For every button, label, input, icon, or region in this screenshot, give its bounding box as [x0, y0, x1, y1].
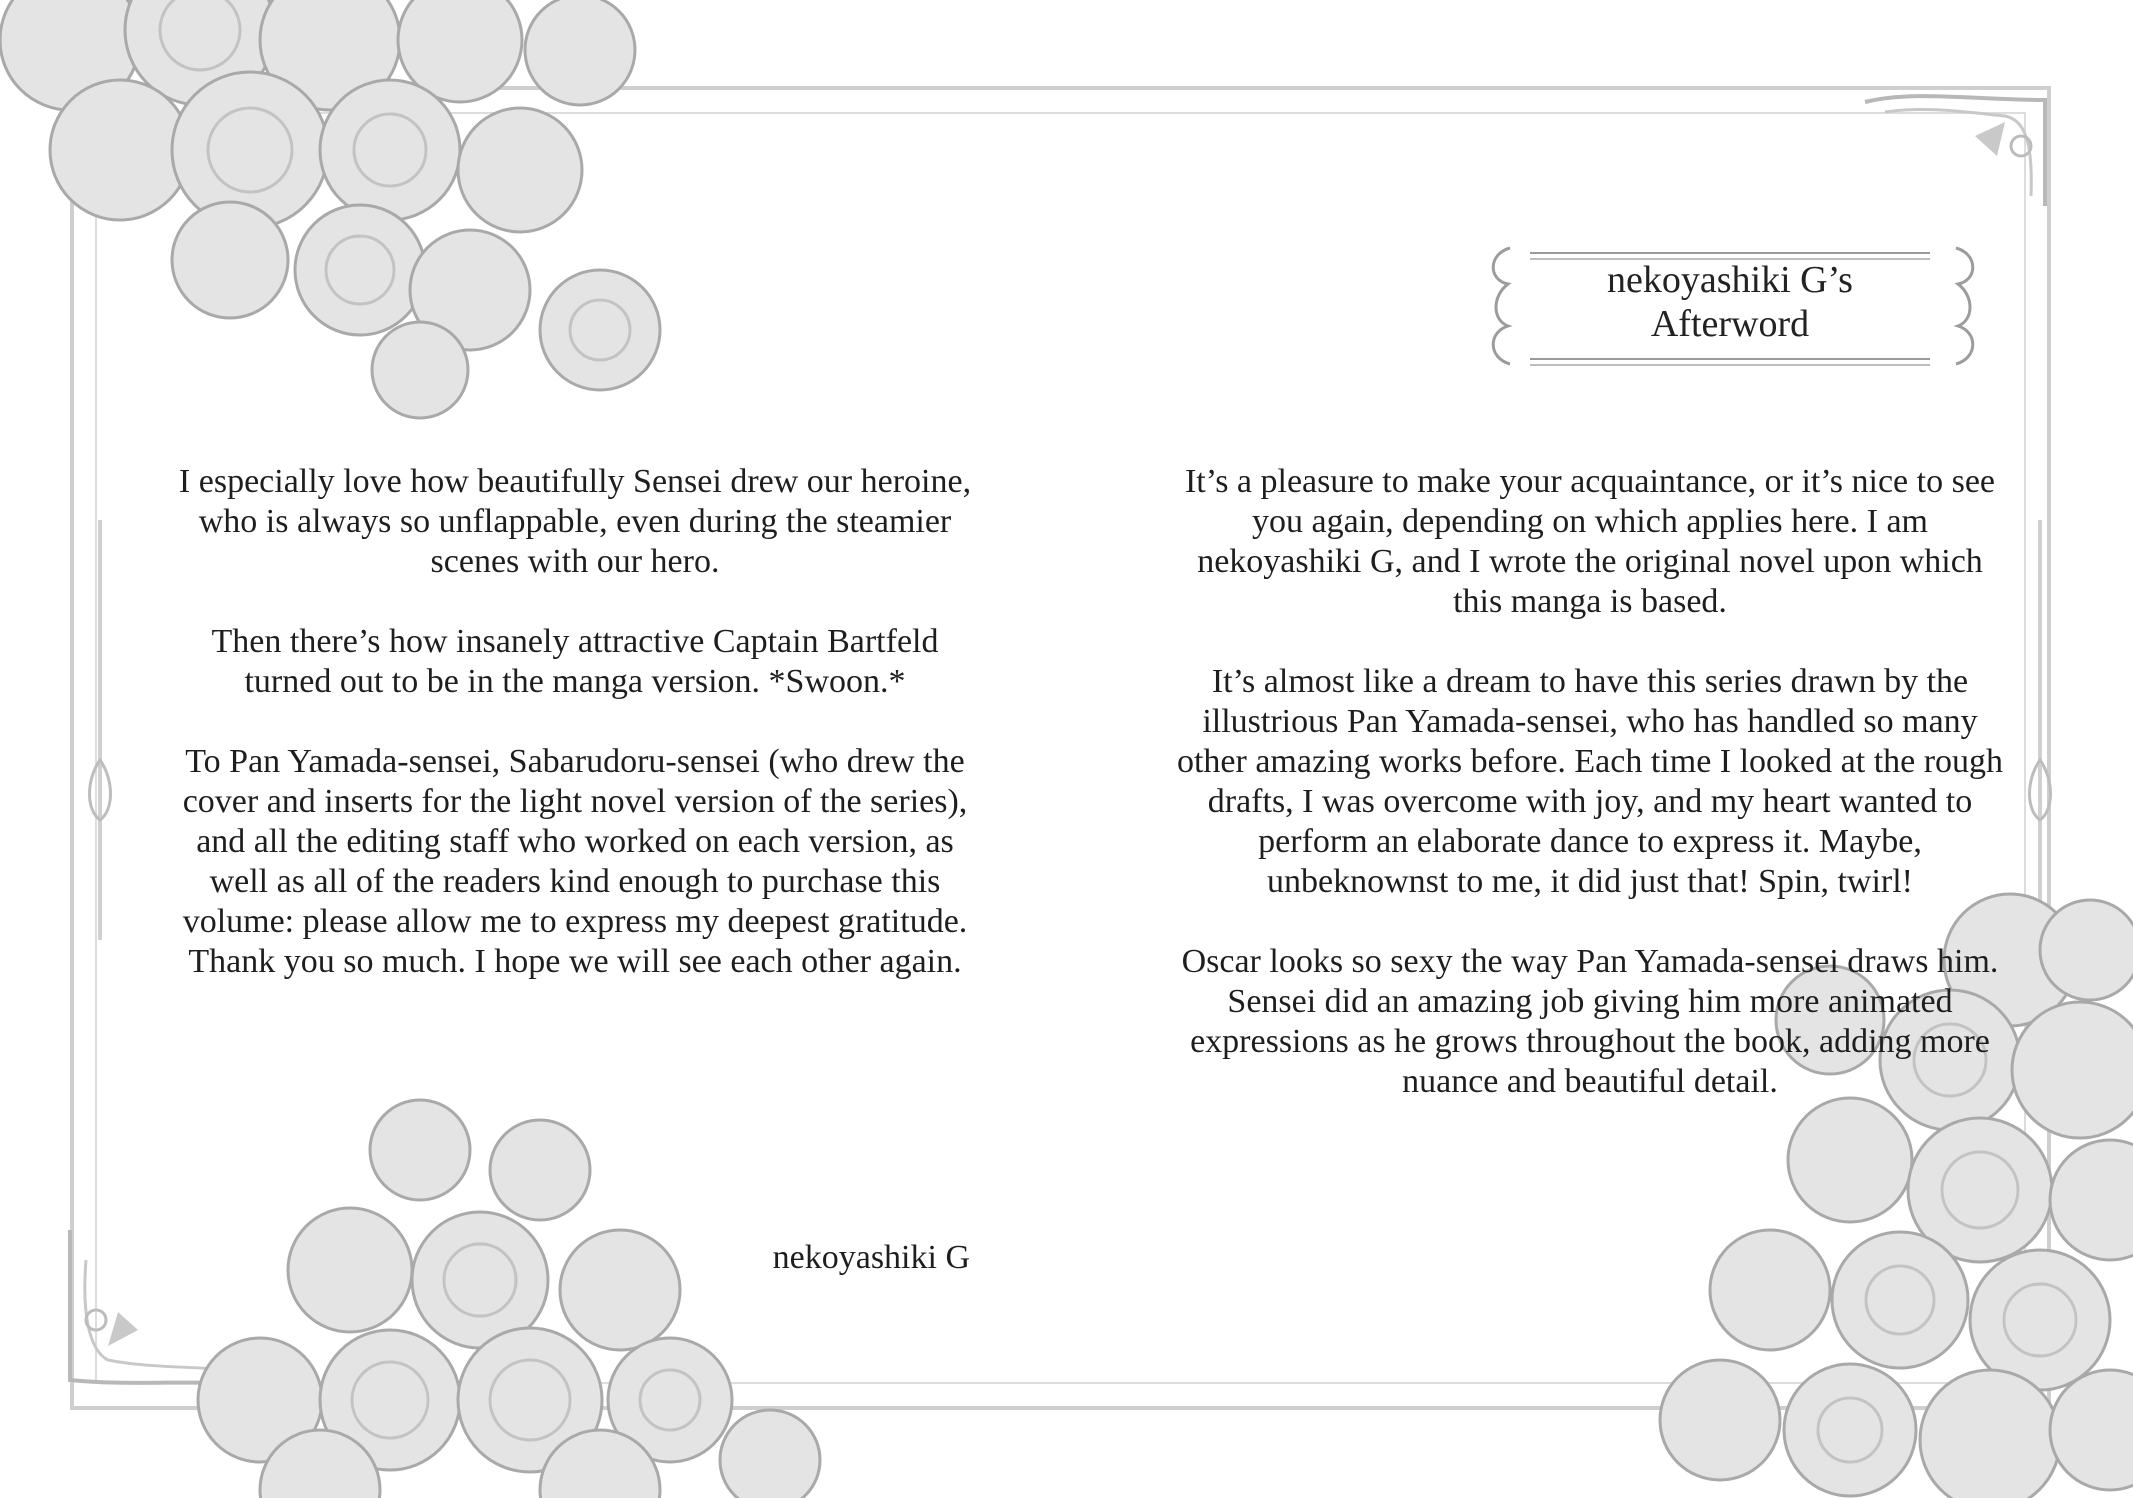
rose-cluster-bottom-left	[170, 1080, 830, 1498]
right-column	[1170, 462, 2010, 1142]
left-paragraph-2: Then there’s how insanely attractive Captain Bartfeld turned out to be in the manga version. *Swoon.*	[211, 623, 939, 700]
page-title	[1530, 258, 1930, 346]
author-signature: nekoyashiki G	[772, 1239, 970, 1276]
right-paragraph-2: It’s almost like a dream to have this series drawn by the illustrious Pan Yamada-sensei, who has handled so many other amazing works before. Each time I looked at the rough drafts, I was overcome with joy, and my heart wanted to perform an elaborate dance to express it. Maybe, unbeknownst to me, it did just that! Spin, twirl!	[1176, 663, 2004, 900]
title-flourish-left	[1484, 240, 1524, 370]
rose-cluster-top-left	[0, 0, 720, 430]
title-line-2: Afterword	[1650, 303, 1810, 345]
corner-ornament-top-right	[1855, 86, 2055, 226]
side-ornament-right	[2020, 520, 2060, 940]
side-ornament-left	[80, 520, 120, 940]
title-flourish-right	[1942, 240, 1982, 370]
afterword-title-box	[1484, 240, 1984, 370]
left-paragraph-1: I especially love how beautifully Sensei drew our heroine, who is always so unflappable, even during the steamier scenes with our hero.	[178, 463, 972, 580]
left-column	[175, 462, 975, 1022]
title-line-1: nekoyashiki G’s	[1607, 259, 1853, 301]
right-paragraph-3: Oscar looks so sexy the way Pan Yamada-sensei draws him. Sensei did an amazing job giving him more animated expressions as he grows throughout the book, adding more nuance and beautiful detail.	[1181, 943, 1999, 1100]
right-paragraph-1: It’s a pleasure to make your acquaintance, or it’s nice to see you again, depending on which applies here. I am nekoyashiki G, and I wrote the original novel upon which this manga is based.	[1184, 463, 1996, 620]
left-paragraph-3: To Pan Yamada-sensei, Sabarudoru-sensei (who drew the cover and inserts for the light novel version of the series), and all the editing staff who worked on each version, as well as all of the readers kind enough to purchase this volume: please allow me to express my deepest gratitude. Thank you so much. I hope we will see each other again.	[182, 743, 968, 980]
